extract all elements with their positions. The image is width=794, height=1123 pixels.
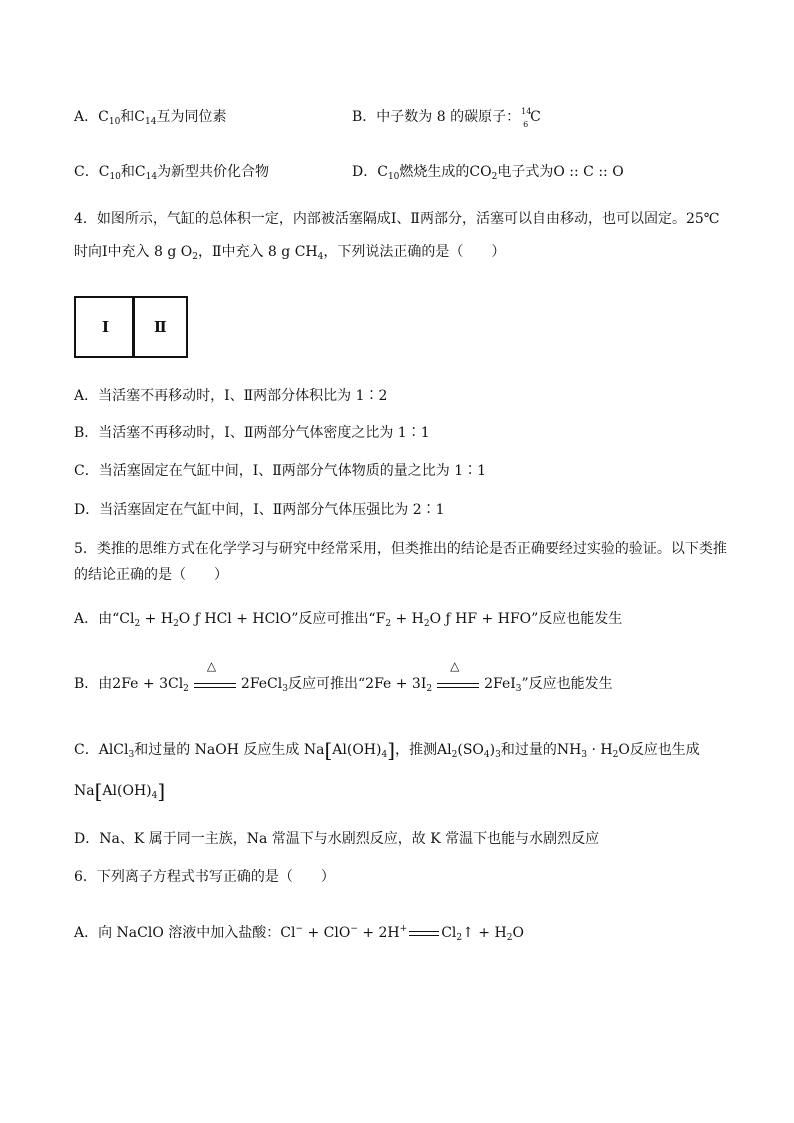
cylinder-diagram bbox=[74, 296, 188, 358]
q5-option-d: D．Na、K 属于同一主族，Na 常温下与水剧烈反应，故 K 常温下也能与水剧烈反应 bbox=[74, 831, 600, 847]
heat-equals-sign: △ bbox=[435, 675, 481, 693]
q4-option-d: D．当活塞固定在气缸中间，Ⅰ、Ⅱ两部分气体压强比为 2∶1 bbox=[74, 502, 445, 518]
q4-stem-line1: 4．如图所示，气缸的总体积一定，内部被活塞隔成Ⅰ、Ⅱ两部分，活塞可以自由移动，也可以固定。25℃ bbox=[74, 211, 720, 227]
piston bbox=[132, 298, 135, 356]
heat-equals-sign: △ bbox=[192, 675, 238, 693]
q4-option-c: C．当活塞固定在气缸中间，Ⅰ、Ⅱ两部分气体物质的量之比为 1∶1 bbox=[74, 463, 487, 479]
carbon-isotope: 14 6 bbox=[521, 107, 532, 129]
q5-option-c-line1: C．AlCl$_3$和过量的 NaOH 反应生成 $Na[Al(OH)_4]$，推测$Al_2(SO_4)_3$和过量的$NH_3 \cdot H_2O$反应也生成 bbox=[74, 738, 700, 762]
q4-stem-line2: 时向Ⅰ中充入 8 g $O_2$，Ⅱ中充入 8 g $CH_4$，下列说法正确的是（ ） bbox=[74, 244, 506, 262]
q3-option-b: B．中子数为 8 的碳原子： 14 6 C bbox=[352, 107, 541, 129]
q5-option-a: A．由“$Cl_2 + H_2O$ ƒ HCl + HClO”反应可推出“$F_2 + H_2O$ ƒ HF + HFO”反应也能发生 bbox=[74, 611, 623, 629]
chamber-1-label: Ⅰ bbox=[102, 318, 110, 336]
chamber-2-label: Ⅱ bbox=[154, 318, 167, 336]
equals-sign bbox=[409, 931, 439, 936]
q6-option-a: A．向 NaClO 溶液中加入盐酸：Cl− + ClO− + 2H+ $Cl_2↑ + H_2O$ bbox=[74, 924, 524, 943]
q3-option-d: D．$C_{10}$燃烧生成的$CO_2$电子式为O :: C :: O bbox=[352, 164, 624, 182]
q5-option-c-line2: $Na[Al(OH)_4]$ bbox=[74, 779, 166, 803]
q5-stem-line2: 的结论正确的是（ ） bbox=[74, 567, 228, 583]
q5-stem-line1: 5．类推的思维方式在化学学习与研究中经常采用，但类推出的结论是否正确要经过实验的验证。以下类推 bbox=[74, 541, 727, 557]
q3-option-a: A．$C_{10}$和$C_{14}$互为同位素 bbox=[74, 109, 227, 127]
q3-option-c: C．$C_{10}$和$C_{14}$为新型共价化合物 bbox=[74, 164, 270, 182]
q4-option-a: A．当活塞不再移动时，Ⅰ、Ⅱ两部分体积比为 1∶2 bbox=[74, 388, 388, 404]
q4-option-b: B．当活塞不再移动时，Ⅰ、Ⅱ两部分气体密度之比为 1∶1 bbox=[74, 425, 430, 441]
q6-stem: 6．下列离子方程式书写正确的是（ ） bbox=[74, 869, 335, 885]
q5-option-b: B．由$2Fe + 3Cl_2$ △ 2FeCl$_3$反应可推出“$2Fe + 3I_2$ △ 2FeI$_3$”反应也能发生 bbox=[74, 659, 613, 694]
